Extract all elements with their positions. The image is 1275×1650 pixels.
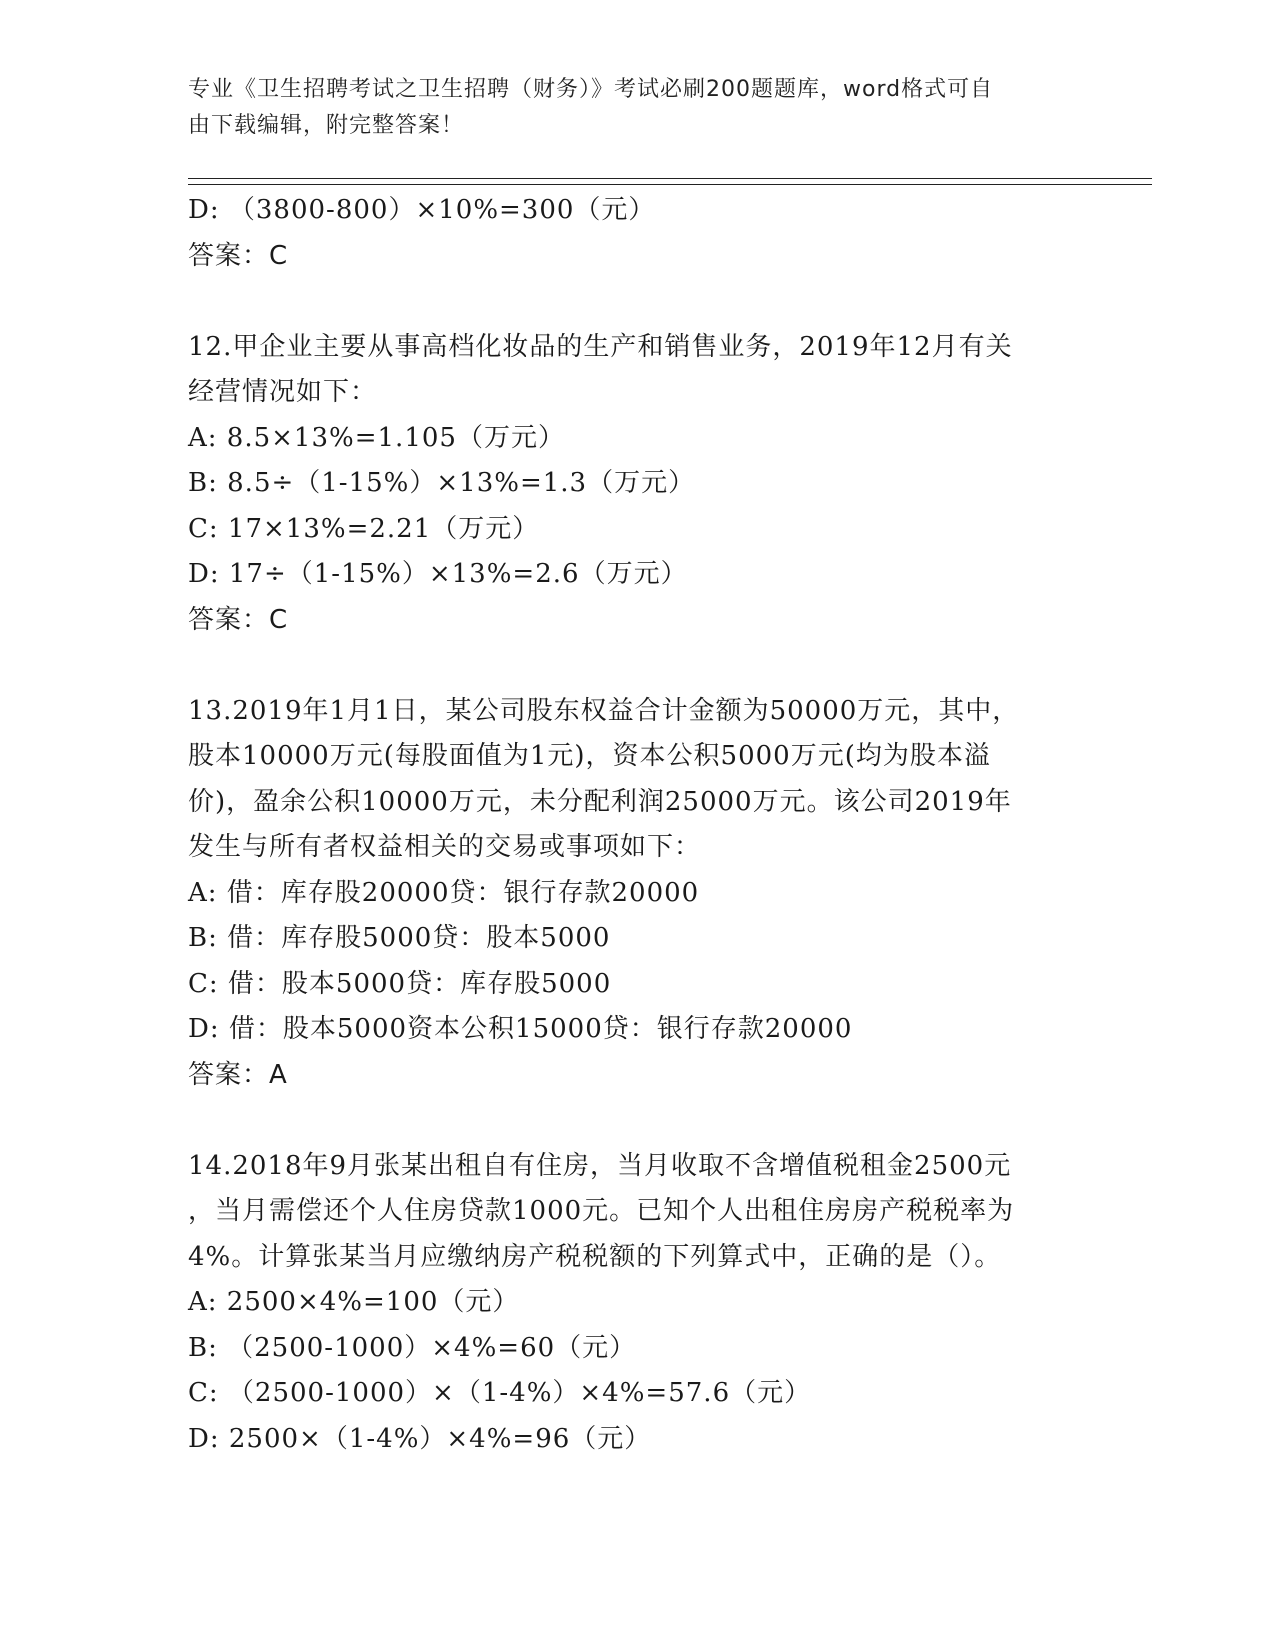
option-b: B: 借：库存股5000贷：股本5000 <box>188 923 611 953</box>
spacer <box>188 643 1068 689</box>
question-13 <box>188 689 1068 1099</box>
answer-line: 答案：C <box>188 240 289 271</box>
option-d: D: 借：股本5000资本公积15000贷：银行存款20000 <box>188 1014 853 1044</box>
option-d: D: 17÷（1-15%）×13%=2.6（万元） <box>188 559 688 589</box>
option-a: A: 借：库存股20000贷：银行存款20000 <box>188 877 700 908</box>
header-title-line-2: 由下载编辑，附完整答案！ <box>188 113 465 138</box>
option-a: A: 2500×4%=100（元） <box>188 1287 520 1317</box>
question-11 <box>188 188 1068 279</box>
option-a: A: 8.5×13%=1.105（万元） <box>188 422 565 453</box>
question-stem-line: 14.2018年9月张某出租自有住房，当月收取不含增值税租金2500元 <box>188 1150 1012 1181</box>
header-divider-bottom <box>188 184 1152 185</box>
spacer <box>188 1098 1068 1144</box>
question-stem-line: 4%。计算张某当月应缴纳房产税税额的下列算式中，正确的是（）。 <box>188 1241 1002 1272</box>
question-stem-line: 经营情况如下： <box>188 377 378 407</box>
document-header <box>188 72 1068 144</box>
option-d: D: （3800-800）×10%=300（元） <box>188 195 656 225</box>
question-stem-line: 12.甲企业主要从事高档化妆品的生产和销售业务，2019年12月有关 <box>188 331 1013 362</box>
answer-line: 答案：A <box>188 1059 288 1090</box>
question-14 <box>188 1144 1068 1463</box>
spacer <box>188 279 1068 325</box>
question-stem-line: 股本10000万元(每股面值为1元)，资本公积5000万元(均为股本溢 <box>188 741 991 771</box>
option-d: D: 2500×（1-4%）×4%=96（元） <box>188 1423 652 1454</box>
question-12 <box>188 325 1068 644</box>
option-c: C: （2500-1000）×（1-4%）×4%=57.6（元） <box>188 1378 812 1408</box>
question-stem-line: 13.2019年1月1日，某公司股东权益合计金额为50000万元，其中， <box>188 695 1020 726</box>
option-c: C: 借：股本5000贷：库存股5000 <box>188 968 612 999</box>
question-stem-line: 发生与所有者权益相关的交易或事项如下： <box>188 832 702 862</box>
option-b: B: （2500-1000）×4%=60（元） <box>188 1332 637 1363</box>
question-stem-line: 价)，盈余公积10000万元，未分配利润25000万元。该公司2019年 <box>188 786 1012 817</box>
question-stem-line: ，当月需偿还个人住房贷款1000元。已知个人出租住房房产税税率为 <box>188 1196 1015 1226</box>
header-divider-top <box>188 178 1152 179</box>
option-c: C: 17×13%=2.21（万元） <box>188 513 540 544</box>
answer-line: 答案：C <box>188 604 289 635</box>
question-content <box>188 188 1068 1462</box>
option-b: B: 8.5÷（1-15%）×13%=1.3（万元） <box>188 468 696 498</box>
header-title-line-1: 专业《卫生招聘考试之卫生招聘（财务）》考试必刷200题题库，word格式可自 <box>188 77 994 102</box>
